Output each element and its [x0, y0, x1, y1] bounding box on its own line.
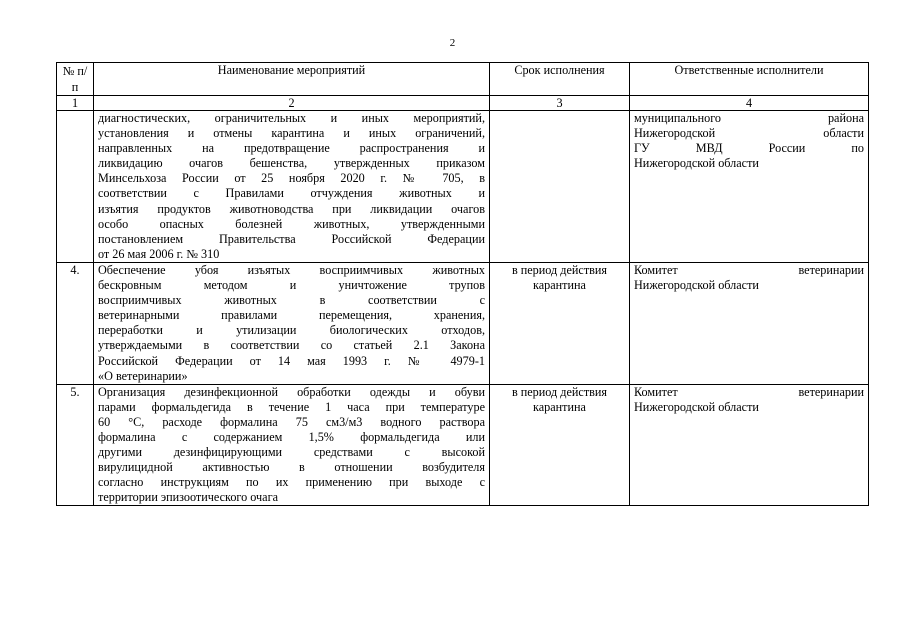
header-name: Наименование мероприятий — [94, 63, 490, 96]
measure-line: ветеринарными правилами перемещения, хранения, — [98, 308, 485, 323]
measure-line: переработки и утилизации биологических отходов, — [98, 323, 485, 338]
measure-line: парами формальдегида в течение 1 часа при температуре — [98, 399, 485, 414]
measure-name-cell — [94, 262, 490, 384]
measure-line: постановлением Правительства Российской Федерации — [98, 231, 485, 246]
table-row — [57, 384, 869, 506]
measures-table — [56, 62, 869, 506]
column-index: 1 — [57, 96, 94, 111]
measure-line: Минсельхоза России от 25 ноября 2020 г. № 705, в — [98, 171, 485, 186]
table-row — [57, 111, 869, 263]
term-line: карантина — [533, 399, 586, 414]
measure-line: установления и отмены карантина и иных ограничений, — [98, 126, 485, 141]
measure-name-cell — [94, 384, 490, 506]
term-cell — [490, 262, 630, 384]
measure-line: изъятия продуктов животноводства при ликвидации очагов — [98, 201, 485, 216]
responsible-line: Нижегородской области — [634, 399, 759, 414]
responsible-cell — [630, 384, 869, 506]
term-cell — [490, 111, 630, 263]
header-row — [57, 63, 869, 96]
measure-line: особо опасных болезней животных, утвержденными — [98, 216, 485, 231]
measure-line: Российской Федерации от 14 мая 1993 г. № 4979-1 — [98, 353, 485, 368]
responsible-line: Нижегородской области — [634, 278, 759, 293]
column-index-row — [57, 96, 869, 111]
responsible-line: муниципального района — [634, 111, 864, 125]
responsible-cell — [630, 111, 869, 263]
measure-line: Организация дезинфекционной обработки одежды и обуви — [98, 384, 485, 399]
term-line: карантина — [533, 278, 586, 293]
column-index: 3 — [490, 96, 630, 111]
column-index: 2 — [94, 96, 490, 111]
term-line: в период действия — [511, 262, 608, 277]
measure-line: другими дезинфицирующими средствами с высокой — [98, 445, 485, 460]
measure-line: территории эпизоотического очага — [98, 490, 278, 505]
measure-line: «О ветеринарии» — [98, 368, 188, 383]
responsible-line: Комитет ветеринарии — [634, 384, 864, 399]
header-term: Срок исполнения — [490, 63, 630, 96]
measure-name-cell — [94, 111, 490, 263]
responsible-line: Нижегородской области — [634, 156, 759, 171]
responsible-line: Нижегородской области — [634, 126, 864, 141]
measure-line: Обеспечение убоя изъятых восприимчивых животных — [98, 262, 485, 277]
measure-line: вирулицидной активностью в отношении возбудителя — [98, 460, 485, 475]
measure-line: от 26 мая 2006 г. № 310 — [98, 246, 220, 261]
row-number: 4. — [57, 262, 94, 384]
measure-line: направленных на предотвращение распространения и — [98, 141, 485, 156]
header-responsible: Ответственные исполнители — [630, 63, 869, 96]
responsible-cell — [630, 262, 869, 384]
header-num: № п/п — [57, 63, 94, 96]
measure-line: ликвидацию очагов бешенства, утвержденных приказом — [98, 156, 485, 171]
column-index: 4 — [630, 96, 869, 111]
measure-line: 60 °С, расходе формалина 75 см3/м3 водного раствора — [98, 414, 485, 429]
measure-line: бескровным методом и уничтожение трупов — [98, 278, 485, 293]
row-number — [57, 111, 94, 263]
page-number: 2 — [449, 37, 456, 49]
measure-line: соответствии с Правилами отчуждения животных и — [98, 186, 485, 201]
measure-line: согласно инструкциям по их применению при выходе с — [98, 475, 485, 490]
measure-line: диагностических, ограничительных и иных мероприятий, — [98, 111, 485, 125]
term-line: в период действия — [511, 384, 608, 399]
table-body — [57, 111, 869, 506]
row-number: 5. — [57, 384, 94, 506]
table-row — [57, 262, 869, 384]
measure-line: утверждаемыми в соответствии со статьей 2.1 Закона — [98, 338, 485, 353]
term-cell — [490, 384, 630, 506]
responsible-line: ГУ МВД России по — [634, 141, 864, 156]
responsible-line: Комитет ветеринарии — [634, 262, 864, 277]
measure-line: формалина с содержанием 1,5% формальдегида или — [98, 429, 485, 444]
measure-line: восприимчивых животных в соответствии с — [98, 293, 485, 308]
